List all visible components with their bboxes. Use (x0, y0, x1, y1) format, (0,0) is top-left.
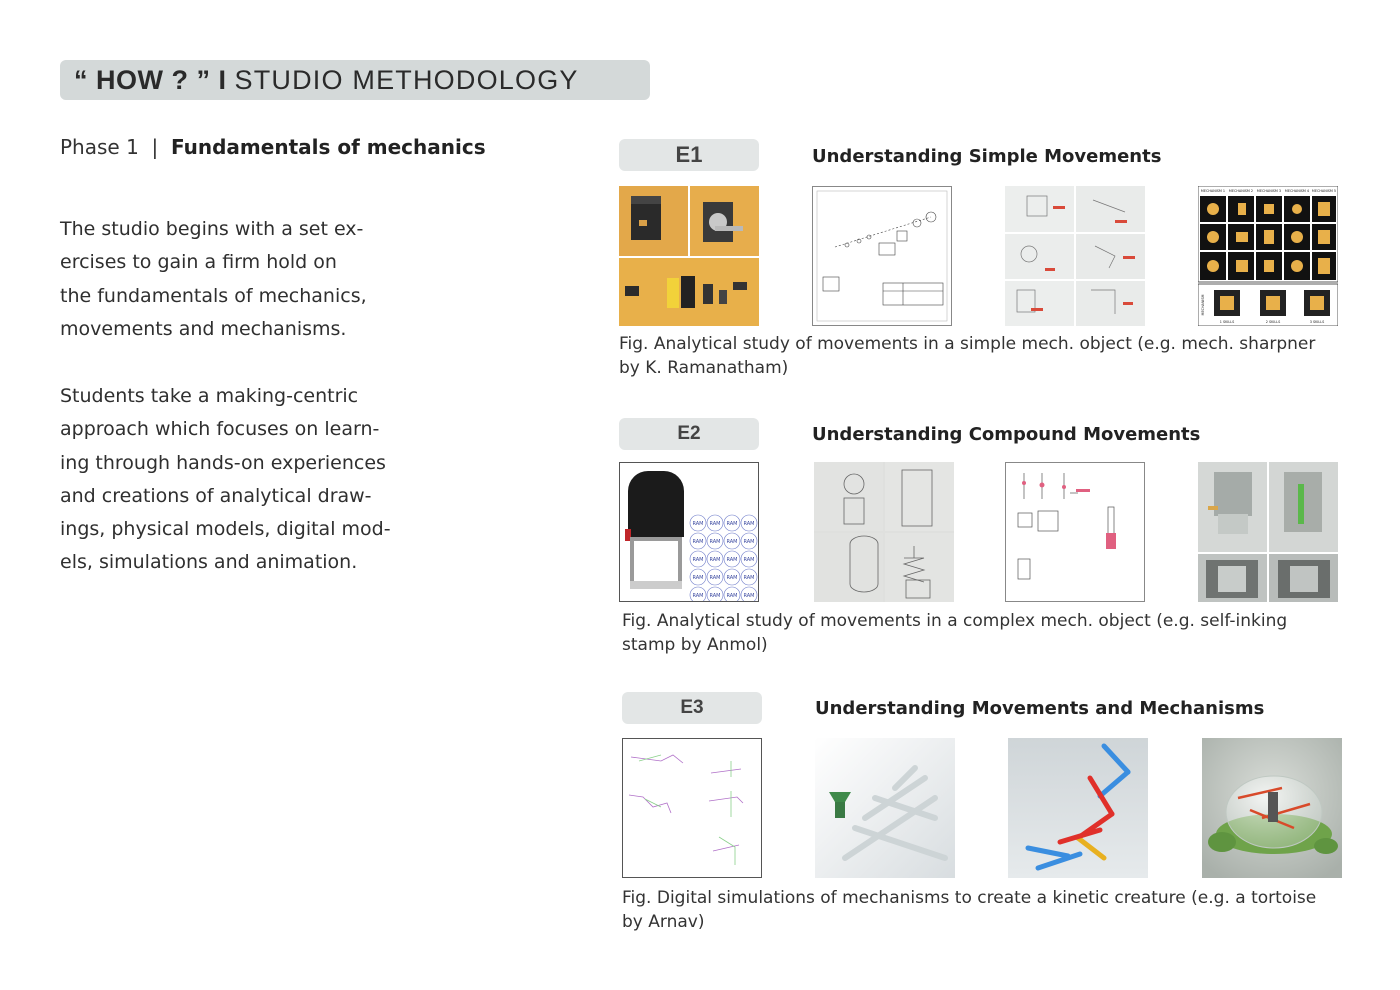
figure-caption-e1 (619, 332, 1349, 380)
caption-line: Fig. Analytical study of movements in a complex mech. object (e.g. self-inking (622, 611, 1288, 631)
colored-linkage-render (1008, 738, 1148, 878)
figure-caption-e3 (622, 886, 1352, 934)
kinetic-tortoise-render (1202, 738, 1342, 878)
stamp-imprint-text: RAM (692, 556, 704, 563)
exercise-title-e2: Understanding Compound Movements (812, 424, 1201, 445)
scissor-linkage-render (815, 738, 955, 878)
stamp-imprint-text: RAM (709, 592, 721, 599)
stamp-imprint-text: RAM (743, 556, 755, 563)
text-line: approach which focuses on learn- (60, 418, 380, 441)
matrix-footer: 2 SKILLS (1265, 320, 1281, 324)
tag-label: E3 (680, 697, 704, 718)
stamp-imprint-text: RAM (726, 538, 738, 545)
exercise-tag-e2 (619, 418, 759, 450)
stamp-imprint-text: RAM (692, 520, 704, 527)
text-line: ings, physical models, digital mod- (60, 518, 391, 541)
stamp-imprint-text: RAM (743, 592, 755, 599)
exercise-title-e3: Understanding Movements and Mechanisms (815, 698, 1265, 719)
text-line: The studio begins with a set ex- (60, 218, 364, 240)
exercise-title-e1: Understanding Simple Movements (812, 146, 1162, 167)
stamp-imprint-text: RAM (709, 574, 721, 581)
text-line: and creations of analytical draw- (60, 484, 372, 507)
stamp-imprint-text: RAM (692, 538, 704, 545)
stamp-imprint-text: RAM (726, 592, 738, 599)
stamp-imprint-text: RAM (743, 538, 755, 545)
phase-prefix: Phase 1 | (60, 135, 171, 159)
text-line: ercises to gain a firm hold on (60, 251, 337, 274)
text-line: movements and mechanisms. (60, 317, 347, 340)
matrix-header: MECHANISM 3 (1256, 189, 1282, 193)
tag-label: E1 (675, 142, 703, 167)
text-line: ing through hands-on experiences (60, 451, 386, 474)
mechanism-matrix (1198, 186, 1338, 326)
matrix-footer: 3 SKILLS (1309, 320, 1325, 324)
matrix-header: MECHANISM 1 (1200, 189, 1226, 193)
matrix-footer: 1 SKILLS (1219, 320, 1235, 324)
stamp-imprint-text: RAM (692, 592, 704, 599)
title-bold: “ HOW ? ” I (74, 64, 227, 95)
stamp-imprint-text: RAM (709, 556, 721, 563)
title-text: STUDIO METHODOLOGY (234, 64, 579, 95)
phase-heading (60, 135, 486, 159)
self-inking-stamp-photo (619, 462, 759, 602)
stamp-imprint-text: RAM (692, 574, 704, 581)
stamp-pencil-sketches (814, 462, 954, 602)
intro-paragraph-2 (60, 380, 440, 580)
caption-line: Fig. Digital simulations of mechanisms to create a kinetic creature (e.g. a tortoise (622, 888, 1317, 908)
matrix-header: MECHANISM 4 (1284, 189, 1310, 193)
matrix-header: MECHANISM 2 (1228, 189, 1254, 193)
figure-caption-e2 (622, 609, 1352, 657)
matrix-header: MECHANISM 5 (1311, 189, 1337, 193)
stamp-imprint-text: RAM (726, 574, 738, 581)
sketch-study-grid (1005, 186, 1145, 326)
exercise-tag-e3 (622, 692, 762, 724)
sharpener-photo-collage (619, 186, 759, 326)
stamp-imprint-text: RAM (743, 574, 755, 581)
exploded-view-drawing (812, 186, 952, 326)
text-line: the fundamentals of mechanics, (60, 284, 367, 307)
text-line: Students take a making-centric (60, 385, 359, 407)
intro-paragraph-1 (60, 213, 440, 346)
caption-line: by K. Ramanatham) (619, 358, 789, 378)
stamp-imprint-text: RAM (726, 556, 738, 563)
stamp-imprint-text: RAM (743, 520, 755, 527)
stamp-imprint-text: RAM (726, 520, 738, 527)
stamp-imprint-text: RAM (709, 520, 721, 527)
stamp-physical-model-photos (1198, 462, 1338, 602)
text-line: els, simulations and animation. (60, 551, 358, 574)
caption-line: stamp by Anmol) (622, 635, 768, 655)
stamp-imprint-text: RAM (709, 538, 721, 545)
matrix-side-label: MECHANISM (1201, 294, 1205, 316)
linkage-diagram (622, 738, 762, 878)
tag-label: E2 (677, 423, 701, 444)
stamp-technical-drawing (1005, 462, 1145, 602)
caption-line: by Arnav) (622, 912, 705, 932)
page-title-bar (60, 60, 650, 100)
phase-name: Fundamentals of mechanics (170, 135, 486, 159)
caption-line: Fig. Analytical study of movements in a simple mech. object (e.g. mech. sharpner (619, 334, 1316, 354)
exercise-tag-e1 (619, 139, 759, 171)
